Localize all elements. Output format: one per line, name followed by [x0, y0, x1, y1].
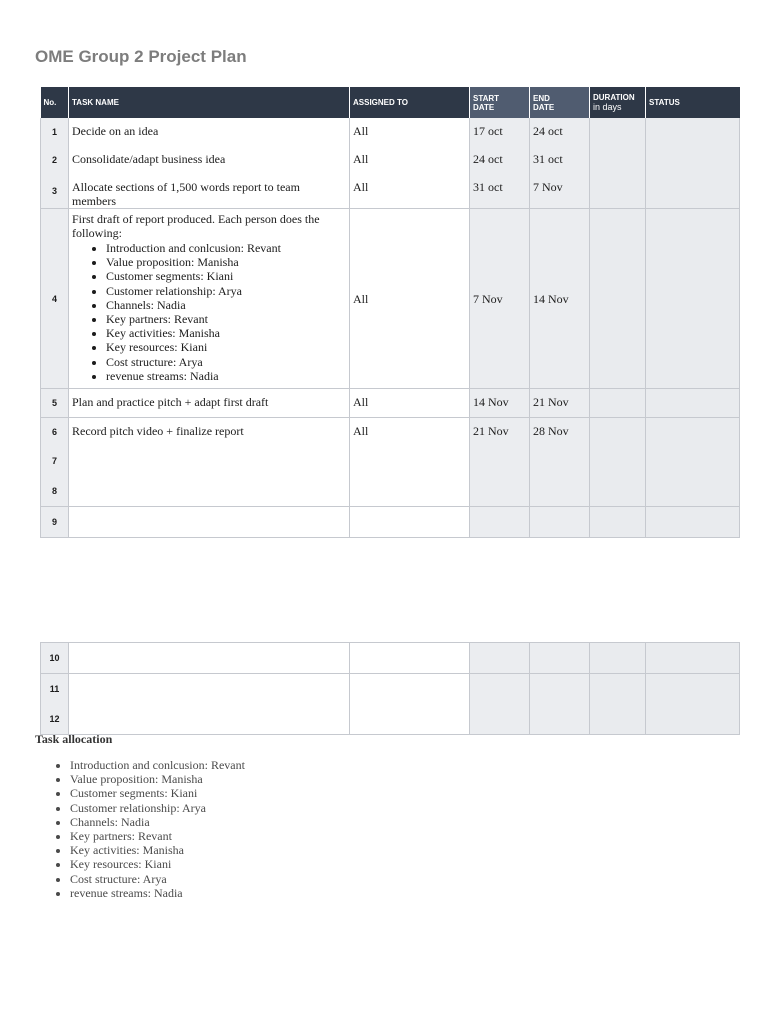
- task-name-cell: [69, 704, 350, 735]
- duration-cell: [590, 174, 646, 209]
- start-date-cell: 21 Nov: [470, 418, 530, 447]
- assigned-to-cell: [350, 643, 470, 674]
- column-header-status: STATUS: [646, 87, 740, 118]
- list-item: • Customer segments: Kiani: [70, 786, 245, 800]
- duration-cell: [590, 507, 646, 538]
- list-item: • Customer segments: Kiani: [106, 269, 346, 283]
- status-cell: [646, 389, 740, 418]
- column-header-no: No.: [41, 87, 69, 118]
- status-cell: [646, 476, 740, 507]
- start-date-cell: [470, 674, 530, 705]
- task-name-cell: [69, 507, 350, 538]
- duration-cell: [590, 704, 646, 735]
- assigned-to-cell: All: [350, 209, 470, 389]
- task-name-cell: [69, 446, 350, 476]
- list-item: • revenue streams: Nadia: [106, 369, 346, 383]
- status-cell: [646, 643, 740, 674]
- table-row: [41, 146, 740, 174]
- column-header-assigned-to: ASSIGNED TO: [350, 87, 470, 118]
- list-item: • Introduction and conlcusion: Revant: [70, 758, 245, 772]
- list-item: • Channels: Nadia: [70, 815, 245, 829]
- task-name-cell: Decide on an idea: [69, 118, 350, 146]
- duration-header-label: DURATION: [593, 93, 635, 102]
- assigned-to-cell: [350, 704, 470, 735]
- assigned-to-cell: [350, 674, 470, 705]
- duration-cell: [590, 674, 646, 705]
- list-item: • Introduction and conlcusion: Revant: [106, 241, 346, 255]
- end-date-cell: 24 oct: [530, 118, 590, 146]
- end-date-header-line1: END: [533, 93, 550, 103]
- row-number: 1: [41, 118, 69, 146]
- list-item: • Key resources: Kiani: [70, 857, 245, 871]
- end-date-cell: 21 Nov: [530, 389, 590, 418]
- task-allocation-heading: Task allocation: [35, 732, 113, 746]
- end-date-cell: [530, 446, 590, 476]
- duration-cell: [590, 146, 646, 174]
- table-row: [41, 174, 740, 209]
- start-date-cell: 24 oct: [470, 146, 530, 174]
- row-number: 5: [41, 389, 69, 418]
- assigned-to-cell: [350, 476, 470, 507]
- row-number: 8: [41, 476, 69, 507]
- row-number: 6: [41, 418, 69, 447]
- duration-cell: [590, 643, 646, 674]
- end-date-cell: [530, 674, 590, 705]
- list-item: • revenue streams: Nadia: [70, 886, 245, 900]
- list-item: • Cost structure: Arya: [70, 872, 245, 886]
- task-name-cell: Allocate sections of 1,500 words report to team members: [69, 174, 350, 209]
- task-name-cell: Consolidate/adapt business idea: [69, 146, 350, 174]
- start-date-cell: [470, 507, 530, 538]
- status-cell: [646, 507, 740, 538]
- list-item: • Key partners: Revant: [70, 829, 245, 843]
- start-date-cell: [470, 704, 530, 735]
- duration-cell: [590, 476, 646, 507]
- row-number: 11: [41, 674, 69, 705]
- row-number: 3: [41, 174, 69, 209]
- row-number: 10: [41, 643, 69, 674]
- table-row: [41, 446, 740, 476]
- start-date-cell: [470, 446, 530, 476]
- row-number: 9: [41, 507, 69, 538]
- row-number: 2: [41, 146, 69, 174]
- list-item: • Customer relationship: Arya: [106, 284, 346, 298]
- assigned-to-cell: All: [350, 146, 470, 174]
- status-cell: [646, 209, 740, 389]
- list-item: • Value proposition: Manisha: [70, 772, 245, 786]
- end-date-cell: 14 Nov: [530, 209, 590, 389]
- task-name-cell: [69, 476, 350, 507]
- assigned-to-cell: All: [350, 389, 470, 418]
- duration-cell: [590, 209, 646, 389]
- column-header-end-date: [530, 87, 590, 118]
- assigned-to-cell: [350, 507, 470, 538]
- task-name-cell: Plan and practice pitch + adapt first draft: [69, 389, 350, 418]
- end-date-cell: 28 Nov: [530, 418, 590, 447]
- project-plan-table-continued: [40, 642, 740, 735]
- start-date-cell: 14 Nov: [470, 389, 530, 418]
- table-row: [41, 118, 740, 146]
- task-name-cell: [69, 209, 350, 389]
- assigned-to-cell: All: [350, 418, 470, 447]
- end-date-cell: [530, 507, 590, 538]
- start-date-header-line2: DATE: [473, 102, 495, 112]
- task-name-cell: Record pitch video + finalize report: [69, 418, 350, 447]
- list-item: • Key resources: Kiani: [106, 340, 346, 354]
- list-item: • Cost structure: Arya: [106, 355, 346, 369]
- start-date-cell: 31 oct: [470, 174, 530, 209]
- table-row: [41, 209, 740, 389]
- start-date-cell: 17 oct: [470, 118, 530, 146]
- column-header-duration: [590, 87, 646, 118]
- table-row: [41, 704, 740, 735]
- duration-cell: [590, 389, 646, 418]
- start-date-cell: 7 Nov: [470, 209, 530, 389]
- assigned-to-cell: [350, 446, 470, 476]
- row-number: 4: [41, 209, 69, 389]
- end-date-cell: 7 Nov: [530, 174, 590, 209]
- task-allocation-list: [35, 758, 245, 900]
- subtask-list: [72, 241, 346, 383]
- duration-cell: [590, 118, 646, 146]
- table-row: [41, 643, 740, 674]
- assigned-to-cell: All: [350, 174, 470, 209]
- end-date-cell: [530, 476, 590, 507]
- column-header-task-name: TASK NAME: [69, 87, 350, 118]
- list-item: • Value proposition: Manisha: [106, 255, 346, 269]
- table-row: [41, 674, 740, 705]
- page-title: OME Group 2 Project Plan: [35, 47, 247, 66]
- list-item: • Key activities: Manisha: [70, 843, 245, 857]
- table-row: [41, 507, 740, 538]
- status-cell: [646, 174, 740, 209]
- table-row: [41, 389, 740, 418]
- duration-header-unit: in days: [593, 102, 622, 112]
- status-cell: [646, 418, 740, 447]
- status-cell: [646, 146, 740, 174]
- status-cell: [646, 704, 740, 735]
- duration-cell: [590, 418, 646, 447]
- project-plan-table: [40, 87, 740, 538]
- end-date-header-line2: DATE: [533, 102, 555, 112]
- table-row: [41, 418, 740, 447]
- task-name-cell: [69, 643, 350, 674]
- list-item: • Channels: Nadia: [106, 298, 346, 312]
- task-name-cell: [69, 674, 350, 705]
- table-header-row: [41, 87, 740, 118]
- task-name-text: First draft of report produced. Each person does the following:: [72, 212, 320, 240]
- start-date-cell: [470, 643, 530, 674]
- start-date-header-line1: START: [473, 93, 500, 103]
- list-item: • Key activities: Manisha: [106, 326, 346, 340]
- row-number: 7: [41, 446, 69, 476]
- end-date-cell: [530, 643, 590, 674]
- end-date-cell: [530, 704, 590, 735]
- row-number: 12: [41, 704, 69, 735]
- list-item: • Customer relationship: Arya: [70, 801, 245, 815]
- status-cell: [646, 446, 740, 476]
- status-cell: [646, 118, 740, 146]
- end-date-cell: 31 oct: [530, 146, 590, 174]
- assigned-to-cell: All: [350, 118, 470, 146]
- list-item: • Key partners: Revant: [106, 312, 346, 326]
- table-row: [41, 476, 740, 507]
- column-header-start-date: [470, 87, 530, 118]
- duration-cell: [590, 446, 646, 476]
- status-cell: [646, 674, 740, 705]
- start-date-cell: [470, 476, 530, 507]
